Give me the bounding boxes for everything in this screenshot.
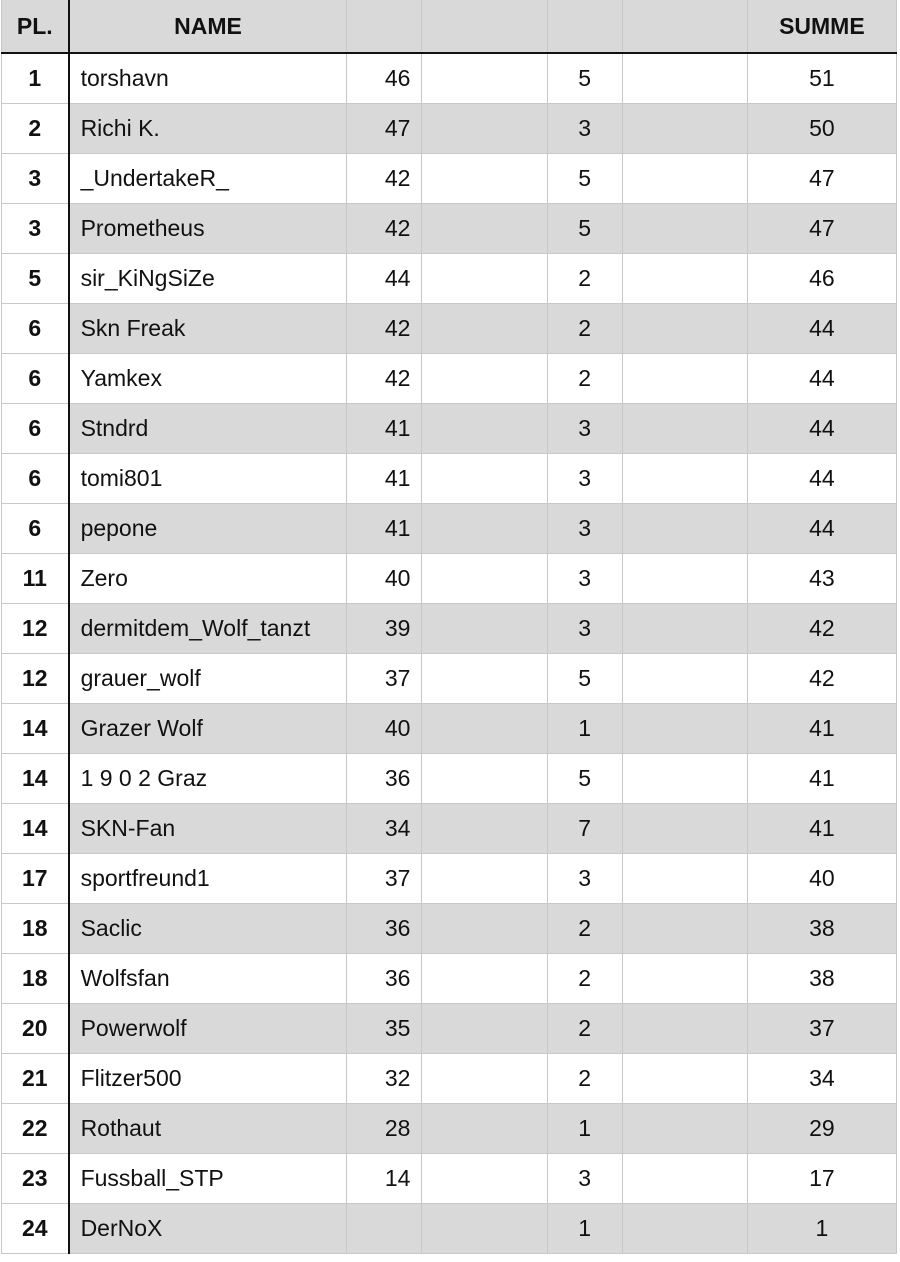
name-cell: SKN-Fan xyxy=(69,803,347,853)
col-a-cell: 36 xyxy=(347,903,422,953)
total-cell: 41 xyxy=(747,803,896,853)
col-b-cell xyxy=(422,603,547,653)
table-row xyxy=(2,1053,897,1103)
table-row xyxy=(2,703,897,753)
col-b-cell xyxy=(422,203,547,253)
col-a-cell: 36 xyxy=(347,953,422,1003)
col-b-cell xyxy=(422,753,547,803)
name-cell: Stndrd xyxy=(69,403,347,453)
place-cell: 6 xyxy=(2,303,69,353)
place-cell: 6 xyxy=(2,503,69,553)
name-cell: grauer_wolf xyxy=(69,653,347,703)
col-c-cell: 1 xyxy=(547,1103,622,1153)
table-row xyxy=(2,303,897,353)
col-d-cell xyxy=(622,253,747,303)
table-header xyxy=(2,0,897,53)
total-cell: 41 xyxy=(747,753,896,803)
table-row xyxy=(2,1153,897,1203)
col-c-cell: 2 xyxy=(547,903,622,953)
place-cell: 22 xyxy=(2,1103,69,1153)
col-d-cell xyxy=(622,553,747,603)
header-name: NAME xyxy=(69,0,347,53)
name-cell: Prometheus xyxy=(69,203,347,253)
header-col-b xyxy=(422,0,547,53)
col-d-cell xyxy=(622,503,747,553)
header-total: SUMME xyxy=(747,0,896,53)
name-cell: Skn Freak xyxy=(69,303,347,353)
table-row xyxy=(2,803,897,853)
col-c-cell: 5 xyxy=(547,53,622,103)
header-col-a xyxy=(347,0,422,53)
place-cell: 12 xyxy=(2,603,69,653)
total-cell: 34 xyxy=(747,1053,896,1103)
total-cell: 37 xyxy=(747,1003,896,1053)
total-cell: 38 xyxy=(747,903,896,953)
total-cell: 43 xyxy=(747,553,896,603)
place-cell: 21 xyxy=(2,1053,69,1103)
col-d-cell xyxy=(622,1053,747,1103)
col-d-cell xyxy=(622,803,747,853)
col-d-cell xyxy=(622,103,747,153)
table-row xyxy=(2,53,897,103)
col-a-cell: 41 xyxy=(347,503,422,553)
place-cell: 6 xyxy=(2,403,69,453)
col-c-cell: 3 xyxy=(547,853,622,903)
total-cell: 44 xyxy=(747,503,896,553)
col-a-cell: 42 xyxy=(347,203,422,253)
col-d-cell xyxy=(622,703,747,753)
header-row xyxy=(2,0,897,53)
name-cell: _UndertakeR_ xyxy=(69,153,347,203)
col-b-cell xyxy=(422,253,547,303)
col-c-cell: 2 xyxy=(547,1053,622,1103)
col-a-cell: 47 xyxy=(347,103,422,153)
total-cell: 44 xyxy=(747,403,896,453)
total-cell: 44 xyxy=(747,453,896,503)
col-a-cell: 44 xyxy=(347,253,422,303)
col-c-cell: 5 xyxy=(547,753,622,803)
table-row xyxy=(2,153,897,203)
col-b-cell xyxy=(422,403,547,453)
col-b-cell xyxy=(422,553,547,603)
total-cell: 47 xyxy=(747,153,896,203)
total-cell: 40 xyxy=(747,853,896,903)
place-cell: 5 xyxy=(2,253,69,303)
place-cell: 14 xyxy=(2,753,69,803)
col-c-cell: 1 xyxy=(547,703,622,753)
col-c-cell: 3 xyxy=(547,403,622,453)
col-c-cell: 2 xyxy=(547,1003,622,1053)
table-row xyxy=(2,753,897,803)
col-b-cell xyxy=(422,303,547,353)
name-cell: Wolfsfan xyxy=(69,953,347,1003)
table-row xyxy=(2,553,897,603)
name-cell: Grazer Wolf xyxy=(69,703,347,753)
table-row xyxy=(2,103,897,153)
name-cell: dermitdem_Wolf_tanzt xyxy=(69,603,347,653)
col-a-cell: 36 xyxy=(347,753,422,803)
place-cell: 6 xyxy=(2,453,69,503)
col-a-cell: 46 xyxy=(347,53,422,103)
col-c-cell: 2 xyxy=(547,253,622,303)
name-cell: Fussball_STP xyxy=(69,1153,347,1203)
col-d-cell xyxy=(622,403,747,453)
col-b-cell xyxy=(422,153,547,203)
table-row xyxy=(2,1003,897,1053)
col-c-cell: 2 xyxy=(547,953,622,1003)
col-d-cell xyxy=(622,1103,747,1153)
col-d-cell xyxy=(622,653,747,703)
header-col-c xyxy=(547,0,622,53)
place-cell: 23 xyxy=(2,1153,69,1203)
col-d-cell xyxy=(622,353,747,403)
col-b-cell xyxy=(422,53,547,103)
total-cell: 1 xyxy=(747,1203,896,1253)
col-c-cell: 2 xyxy=(547,303,622,353)
table-row xyxy=(2,453,897,503)
place-cell: 17 xyxy=(2,853,69,903)
place-cell: 3 xyxy=(2,153,69,203)
total-cell: 47 xyxy=(747,203,896,253)
col-b-cell xyxy=(422,453,547,503)
name-cell: Richi K. xyxy=(69,103,347,153)
name-cell: Rothaut xyxy=(69,1103,347,1153)
col-c-cell: 1 xyxy=(547,1203,622,1253)
table-row xyxy=(2,203,897,253)
col-c-cell: 3 xyxy=(547,603,622,653)
total-cell: 17 xyxy=(747,1153,896,1203)
col-c-cell: 7 xyxy=(547,803,622,853)
place-cell: 12 xyxy=(2,653,69,703)
col-c-cell: 5 xyxy=(547,203,622,253)
col-a-cell: 14 xyxy=(347,1153,422,1203)
col-d-cell xyxy=(622,603,747,653)
col-a-cell xyxy=(347,1203,422,1253)
col-d-cell xyxy=(622,753,747,803)
table-row xyxy=(2,503,897,553)
col-b-cell xyxy=(422,703,547,753)
header-col-d xyxy=(622,0,747,53)
col-c-cell: 3 xyxy=(547,453,622,503)
table-row xyxy=(2,353,897,403)
place-cell: 3 xyxy=(2,203,69,253)
col-a-cell: 40 xyxy=(347,703,422,753)
col-d-cell xyxy=(622,1153,747,1203)
col-b-cell xyxy=(422,953,547,1003)
total-cell: 41 xyxy=(747,703,896,753)
place-cell: 24 xyxy=(2,1203,69,1253)
col-d-cell xyxy=(622,303,747,353)
total-cell: 50 xyxy=(747,103,896,153)
col-a-cell: 42 xyxy=(347,153,422,203)
name-cell: DerNoX xyxy=(69,1203,347,1253)
total-cell: 42 xyxy=(747,603,896,653)
place-cell: 14 xyxy=(2,803,69,853)
total-cell: 29 xyxy=(747,1103,896,1153)
col-b-cell xyxy=(422,103,547,153)
ranking-table xyxy=(1,0,897,1254)
col-d-cell xyxy=(622,453,747,503)
col-b-cell xyxy=(422,1053,547,1103)
table-row xyxy=(2,603,897,653)
total-cell: 44 xyxy=(747,353,896,403)
name-cell: Zero xyxy=(69,553,347,603)
table-row xyxy=(2,853,897,903)
col-c-cell: 5 xyxy=(547,653,622,703)
name-cell: Flitzer500 xyxy=(69,1053,347,1103)
table-row xyxy=(2,653,897,703)
col-b-cell xyxy=(422,903,547,953)
col-d-cell xyxy=(622,903,747,953)
col-c-cell: 3 xyxy=(547,553,622,603)
col-a-cell: 34 xyxy=(347,803,422,853)
col-a-cell: 28 xyxy=(347,1103,422,1153)
total-cell: 38 xyxy=(747,953,896,1003)
col-c-cell: 3 xyxy=(547,103,622,153)
name-cell: sportfreund1 xyxy=(69,853,347,903)
name-cell: 1 9 0 2 Graz xyxy=(69,753,347,803)
place-cell: 11 xyxy=(2,553,69,603)
table-row xyxy=(2,1203,897,1253)
col-d-cell xyxy=(622,1203,747,1253)
col-b-cell xyxy=(422,1203,547,1253)
col-a-cell: 37 xyxy=(347,653,422,703)
col-d-cell xyxy=(622,1003,747,1053)
col-c-cell: 5 xyxy=(547,153,622,203)
col-c-cell: 3 xyxy=(547,1153,622,1203)
col-b-cell xyxy=(422,853,547,903)
name-cell: torshavn xyxy=(69,53,347,103)
name-cell: Saclic xyxy=(69,903,347,953)
total-cell: 42 xyxy=(747,653,896,703)
col-a-cell: 41 xyxy=(347,403,422,453)
col-d-cell xyxy=(622,153,747,203)
place-cell: 18 xyxy=(2,953,69,1003)
total-cell: 44 xyxy=(747,303,896,353)
col-a-cell: 42 xyxy=(347,353,422,403)
name-cell: tomi801 xyxy=(69,453,347,503)
col-b-cell xyxy=(422,1003,547,1053)
col-b-cell xyxy=(422,1103,547,1153)
header-place: PL. xyxy=(2,0,69,53)
name-cell: sir_KiNgSiZe xyxy=(69,253,347,303)
place-cell: 18 xyxy=(2,903,69,953)
col-a-cell: 40 xyxy=(347,553,422,603)
col-c-cell: 2 xyxy=(547,353,622,403)
total-cell: 46 xyxy=(747,253,896,303)
table-row xyxy=(2,903,897,953)
col-a-cell: 41 xyxy=(347,453,422,503)
col-d-cell xyxy=(622,853,747,903)
table-row xyxy=(2,953,897,1003)
col-b-cell xyxy=(422,503,547,553)
col-d-cell xyxy=(622,53,747,103)
total-cell: 51 xyxy=(747,53,896,103)
col-d-cell xyxy=(622,953,747,1003)
col-b-cell xyxy=(422,1153,547,1203)
table-row xyxy=(2,253,897,303)
col-a-cell: 37 xyxy=(347,853,422,903)
table-body xyxy=(2,53,897,1253)
place-cell: 2 xyxy=(2,103,69,153)
place-cell: 14 xyxy=(2,703,69,753)
col-d-cell xyxy=(622,203,747,253)
col-b-cell xyxy=(422,803,547,853)
name-cell: pepone xyxy=(69,503,347,553)
place-cell: 1 xyxy=(2,53,69,103)
col-a-cell: 35 xyxy=(347,1003,422,1053)
place-cell: 6 xyxy=(2,353,69,403)
col-b-cell xyxy=(422,653,547,703)
name-cell: Powerwolf xyxy=(69,1003,347,1053)
col-a-cell: 39 xyxy=(347,603,422,653)
name-cell: Yamkex xyxy=(69,353,347,403)
col-a-cell: 32 xyxy=(347,1053,422,1103)
col-b-cell xyxy=(422,353,547,403)
place-cell: 20 xyxy=(2,1003,69,1053)
table-row xyxy=(2,403,897,453)
col-c-cell: 3 xyxy=(547,503,622,553)
table-row xyxy=(2,1103,897,1153)
col-a-cell: 42 xyxy=(347,303,422,353)
